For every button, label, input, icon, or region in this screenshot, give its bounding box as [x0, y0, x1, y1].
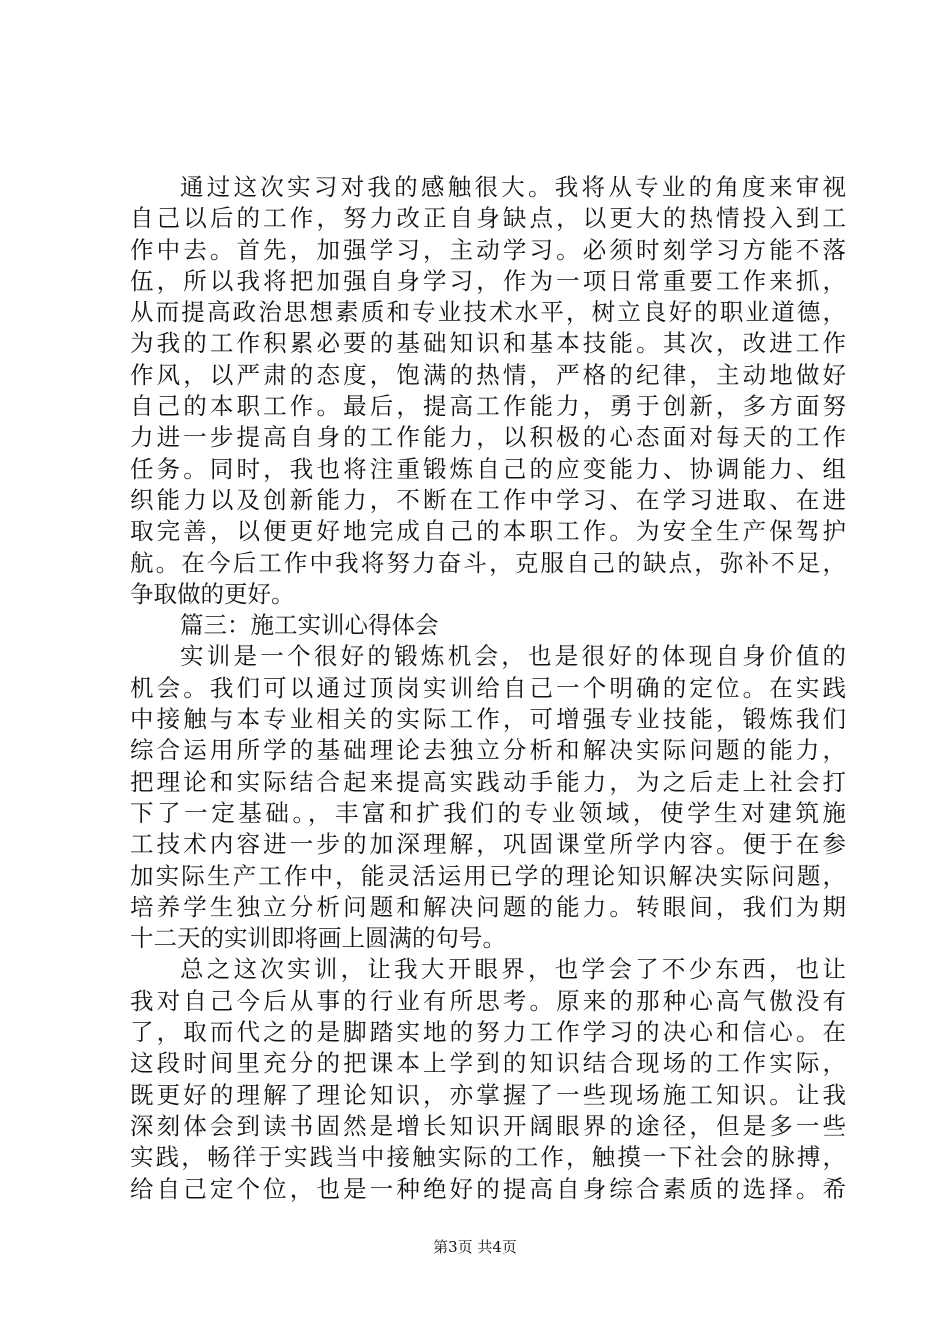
text-line: 自己以后的工作，努力改正自身缺点，以更大的热情投入到工: [130, 204, 846, 233]
paragraph: [130, 954, 846, 1204]
text-line: 培养学生独立分析问题和解决问题的能力。转眼间，我们为期: [130, 892, 846, 921]
text-line: 任务。同时，我也将注重锻炼自己的应变能力、协调能力、组: [130, 454, 846, 483]
text-line: 下了一定基础。，丰富和扩我们的专业领域，使学生对建筑施: [130, 798, 846, 827]
text-line: 争取做的更好。: [130, 579, 295, 608]
text-line: 了，取而代之的是脚踏实地的努力工作学习的决心和信心。在: [130, 1018, 846, 1047]
text-line: 伍，所以我将把加强自身学习，作为一项日常重要工作来抓，: [130, 266, 846, 295]
text-line: 总之这次实训，让我大开眼界，也学会了不少东西，也让: [180, 955, 846, 984]
text-line: 深刻体会到读书固然是增长知识开阔眼界的途径，但是多一些: [130, 1111, 846, 1140]
text-line: 自己的本职工作。最后，提高工作能力，勇于创新，多方面努: [130, 392, 846, 421]
text-line: 力进一步提高自身的工作能力，以积极的心态面对每天的工作: [130, 423, 846, 452]
text-line: 十二天的实训即将画上圆满的句号。: [130, 924, 506, 953]
text-line: 我对自己今后从事的行业有所思考。原来的那种心高气傲没有: [130, 986, 846, 1015]
text-line: 作风，以严肃的态度，饱满的热情，严格的纪律，主动地做好: [130, 360, 846, 389]
text-line: 从而提高政治思想素质和专业技术水平，树立良好的职业道德，: [130, 298, 846, 327]
text-line: 机会。我们可以通过顶岗实训给自己一个明确的定位。在实践: [130, 673, 846, 702]
text-line: 工技术内容进一步的加深理解，巩固课堂所学内容。便于在参: [130, 830, 846, 859]
text-line: 取完善，以便更好地完成自己的本职工作。为安全生产保驾护: [130, 517, 846, 546]
section-heading: [130, 610, 846, 641]
text-line: 中接触与本专业相关的实际工作，可增强专业技能，锻炼我们: [130, 705, 846, 734]
text-line: 给自己定个位，也是一种绝好的提高自身综合素质的选择。希: [130, 1174, 846, 1203]
document-body: [130, 172, 846, 1205]
text-line: 加实际生产工作中，能灵活运用已学的理论知识解决实际问题，: [130, 861, 846, 890]
text-line: 织能力以及创新能力，不断在工作中学习、在学习进取、在进: [130, 485, 846, 514]
text-line: 航。在今后工作中我将努力奋斗，克服自己的缺点，弥补不足，: [130, 548, 846, 577]
page-footer: [0, 1236, 950, 1257]
text-line: 通过这次实习对我的感触很大。我将从专业的角度来审视: [180, 173, 846, 201]
paragraph: [130, 641, 846, 954]
text-line: 既更好的理解了理论知识，亦掌握了一些现场施工知识。让我: [130, 1080, 846, 1109]
text-line: 综合运用所学的基础理论去独立分析和解决实际问题的能力，: [130, 736, 846, 765]
paragraph: [130, 172, 846, 610]
text-line: 实践，畅徉于实践当中接触实际的工作，触摸一下社会的脉搏，: [130, 1143, 846, 1172]
text-line: 这段时间里充分的把课本上学到的知识结合现场的工作实际，: [130, 1049, 846, 1078]
section-heading-text: 篇三：施工实训心得体会: [180, 611, 439, 640]
page-number-label: 第3页 共4页: [433, 1238, 517, 1256]
text-line: 为我的工作积累必要的基础知识和基本技能。其次，改进工作: [130, 329, 846, 358]
text-line: 实训是一个很好的锻炼机会，也是很好的体现自身价值的: [180, 642, 846, 671]
text-line: 作中去。首先，加强学习，主动学习。必须时刻学习方能不落: [130, 235, 846, 264]
text-line: 把理论和实际结合起来提高实践动手能力，为之后走上社会打: [130, 767, 846, 796]
